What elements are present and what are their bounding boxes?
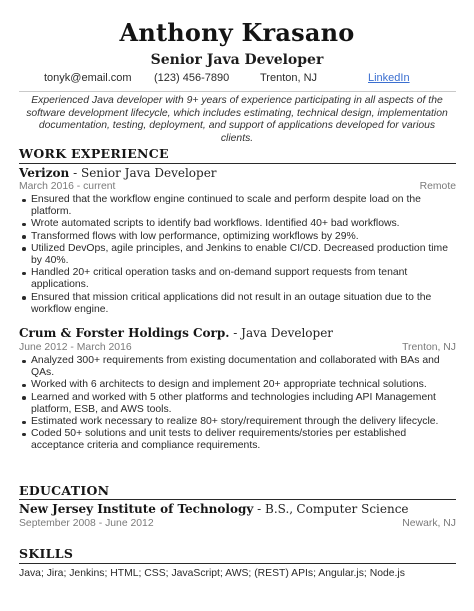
job-separator: - [229,326,242,340]
list-item: Utilized DevOps, agile principles, and Jenkins to enable CI/CD. Decreased production time by 40%. [19,243,456,267]
job-bullets-crum-forster [19,355,456,453]
job-header-verizon [19,166,456,180]
job-dates: June 2012 - March 2016 [19,342,132,353]
job-location: Trenton, NJ [402,342,456,353]
work-experience-rule [19,163,456,164]
job-header-crum-forster [19,326,456,340]
job-meta-verizon [19,181,456,194]
list-item: Worked with 6 architects to design and implement 20+ appropriate technical solutions. [19,379,456,391]
list-item: Transformed flows with low performance, optimizing workflows by 29%. [19,231,456,243]
education-location: Newark, NJ [402,518,456,529]
skills-rule [19,563,456,564]
education-rule [19,499,456,500]
job-dates: March 2016 - current [19,181,116,192]
contact-email[interactable]: tonyk@email.com [44,72,132,84]
school-name: New Jersey Institute of Technology [19,502,254,516]
job-location: Remote [419,181,456,192]
education-heading: EDUCATION [19,483,110,498]
header-divider [19,91,456,92]
contact-bar [0,72,474,86]
list-item: Ensured that the workflow engine continued to scale and perform despite load on the platform. [19,194,456,218]
list-item: Wrote automated scripts to identify bad workflows. Identified 40+ bad workflows. [19,218,456,230]
job-title: Senior Java Developer [80,166,217,180]
job-bullets-verizon [19,194,456,316]
job-separator: - [69,166,81,180]
professional-summary: Experienced Java developer with 9+ years of experience participating in all aspects of the software development lifecycle, which includes estimating, technical design, implementation documentation, testing, deployment, and support of applications developed for various clients. [26,95,448,144]
list-item: Ensured that mission critical applications did not result in an outage situation due to the workflow engine. [19,292,456,316]
job-title: Java Developer [241,326,334,340]
candidate-role: Senior Java Developer [150,52,324,68]
candidate-name: Anthony Krasano [119,18,355,47]
skills-heading: SKILLS [19,546,74,561]
contact-phone: (123) 456-7890 [154,72,230,84]
degree: B.S., [265,502,294,516]
linkedin-link[interactable]: LinkedIn [368,72,410,84]
job-company: Verizon [19,166,70,180]
list-item: Estimated work necessary to realize 80+ story/requirement through the delivery lifecycle. [19,416,456,428]
list-item: Handled 20+ critical operation tasks and on-demand support requests from tenant applications. [19,267,456,291]
list-item: Learned and worked with 5 other platforms and technologies including API Management platform, ESB, and AWS tools. [19,392,456,416]
work-experience-heading: WORK EXPERIENCE [19,146,169,161]
education-dates: September 2008 - June 2012 [19,518,154,529]
education-header [19,502,456,516]
contact-location: Trenton, NJ [260,72,318,84]
education-separator: - [253,502,266,516]
field-of-study: Computer Science [296,502,409,516]
job-meta-crum-forster [19,342,456,355]
education-meta [19,518,456,531]
skills-list: Java; Jira; Jenkins; HTML; CSS; JavaScript; AWS; (REST) APIs; Angular.js; Node.js [19,568,405,579]
job-company: Crum & Forster Holdings Corp. [19,326,230,340]
list-item: Coded 50+ solutions and unit tests to deliver requirements/stories per established acceptance criteria and compliance requirements. [19,428,456,452]
list-item: Analyzed 300+ requirements from existing documentation and collaborated with BAs and QAs. [19,355,456,379]
